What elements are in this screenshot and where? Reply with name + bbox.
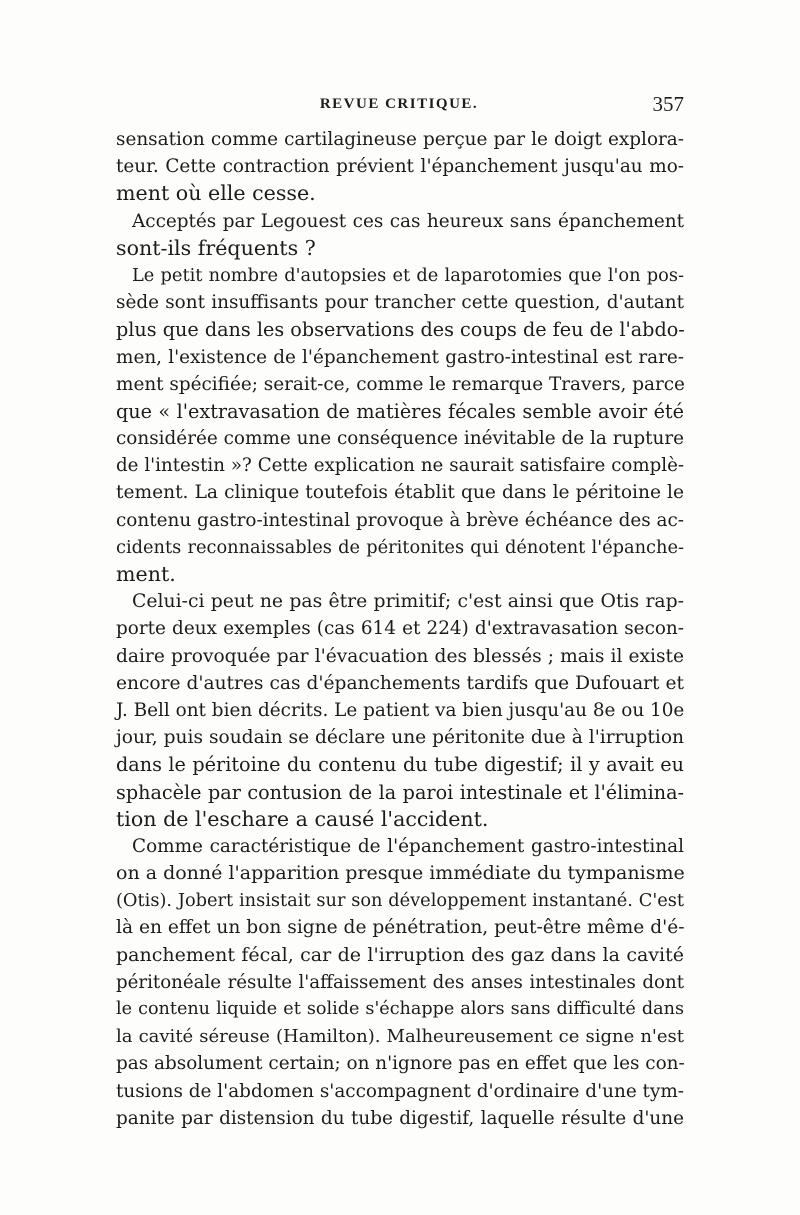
text-line: ment où elle cesse. bbox=[116, 181, 316, 206]
text-line: Acceptés par Legouest ces cas heureux sans épanchement bbox=[132, 210, 684, 232]
text-line: de l'intestin »? Cette explication ne saurait satisfaire complè- bbox=[116, 455, 684, 477]
running-title: REVUE CRITIQUE. bbox=[319, 96, 479, 112]
text-line: sède sont insuffisants pour trancher cette question, d'autant bbox=[116, 292, 684, 314]
text-line: contenu gastro-intestinal provoque à brève échéance des ac- bbox=[116, 509, 684, 531]
text-line: ment spécifiée; serait-ce, comme le remarque Travers, parce bbox=[116, 373, 685, 395]
text-line: jour, puis soudain se déclare une péritonite due à l'irruption bbox=[116, 727, 684, 749]
text-line: considérée comme une conséquence inévitable de la rupture bbox=[116, 428, 685, 450]
text-line: tement. La clinique toutefois établit que dans le péritoine le bbox=[116, 482, 684, 504]
text-line: le contenu liquide et solide s'échappe alors sans difficulté dans bbox=[116, 999, 684, 1019]
text-line: daire provoquée par l'évacuation des blessés ; mais il existe bbox=[116, 645, 684, 667]
running-head bbox=[114, 92, 684, 118]
text-line: sont-ils fréquents ? bbox=[116, 235, 316, 260]
text-line: Celui-ci peut ne pas être primitif; c'est ainsi que Otis rap- bbox=[132, 591, 684, 613]
text-line: péritonéale résulte l'affaissement des anses intestinales dont bbox=[116, 971, 684, 993]
text-line: tusions de l'abdomen s'accompagnent d'ordinaire d'une tym- bbox=[116, 1080, 684, 1102]
text-line: pas absolument certain; on n'ignore pas en effet que les con- bbox=[116, 1053, 685, 1075]
text-line: que « l'extravasation de matières fécales semble avoir été bbox=[116, 399, 684, 423]
text-line: tion de l'eschare a causé l'accident. bbox=[116, 806, 489, 831]
text-line: Le petit nombre d'autopsies et de laparotomies que l'on pos- bbox=[132, 264, 684, 286]
text-line: teur. Cette contraction prévient l'épanchement jusqu'au mo- bbox=[116, 156, 684, 178]
text-line: encore d'autres cas d'épanchements tardifs que Dufouart et bbox=[116, 672, 684, 694]
text-line: là en effet un bon signe de pénétration, peut-être même d'é- bbox=[116, 917, 685, 939]
text-line: J. Bell ont bien décrits. Le patient va bien jusqu'au 8e ou 10e bbox=[116, 699, 685, 721]
text-line: ment. bbox=[116, 562, 176, 586]
text-line: plus que dans les observations des coups de feu de l'abdo- bbox=[116, 318, 685, 342]
text-line: Comme caractéristique de l'épanchement gastro-intestinal bbox=[132, 835, 684, 857]
text-line: cidents reconnaissables de péritonites qui dénotent l'épanche- bbox=[116, 536, 684, 558]
body-text bbox=[116, 126, 684, 1132]
text-line: men, l'existence de l'épanchement gastro-intestinal est rare- bbox=[116, 346, 684, 368]
text-line: porte deux exemples (cas 614 et 224) d'extravasation secon- bbox=[116, 618, 684, 640]
text-line: sphacèle par contusion de la paroi intestinale et l'élimina- bbox=[116, 780, 684, 804]
text-line: on a donné l'apparition presque immédiate du tympanisme bbox=[116, 862, 685, 885]
text-line: sensation comme cartilagineuse perçue par le doigt explora- bbox=[116, 129, 684, 150]
text-line: dans le péritoine du contenu du tube digestif; il y avait eu bbox=[116, 753, 684, 777]
text-line: panchement fécal, car de l'irruption des gaz dans la cavité bbox=[116, 943, 684, 966]
text-line: (Otis). Jobert insistait sur son développement instantané. C'est bbox=[116, 890, 684, 912]
page-number: 357 bbox=[652, 92, 684, 116]
text-line: panite par distension du tube digestif, laquelle résulte d'une bbox=[116, 1107, 684, 1129]
text-line: la cavité séreuse (Hamilton). Malheureusement ce signe n'est bbox=[116, 1026, 684, 1048]
